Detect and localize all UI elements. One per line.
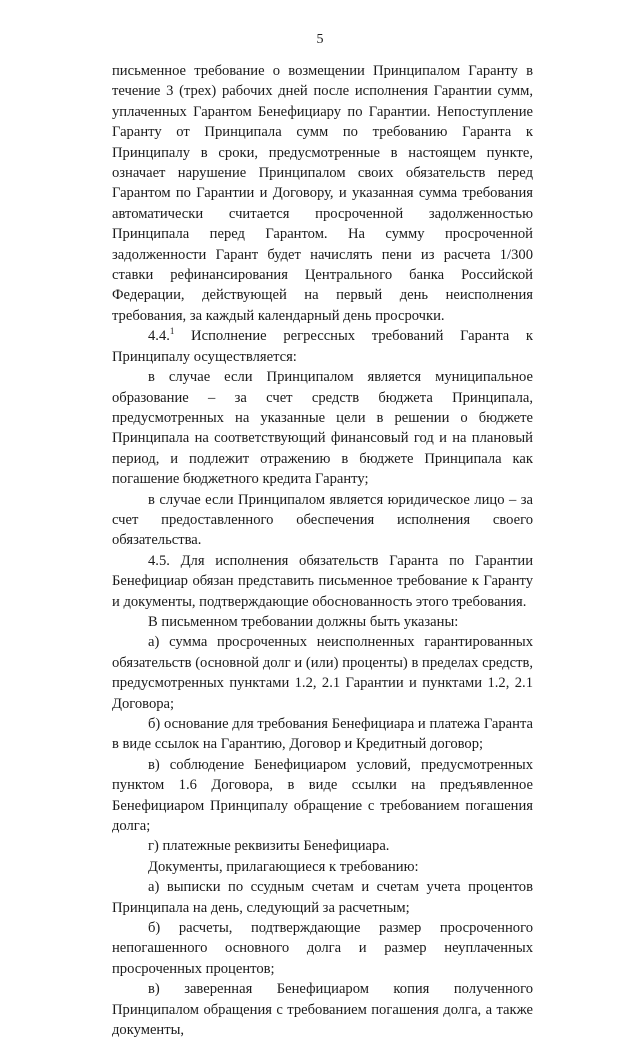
paragraph-doc-b: б) расчеты, подтверждающие размер просроченного непогашенного основного долга и размер неуплаченных просроченных процентов; [112,920,533,977]
clause-text: Исполнение регрессных требований Гаранта к Принципалу осуществляется: [112,328,533,365]
paragraph-documents-intro: Документы, прилагающиеся к требованию: [148,858,419,875]
clause-number: 4.4. [148,328,170,345]
paragraph-doc-v: в) заверенная Бенефициаром копия полученного Принципалом обращения с требованием погашения долга, а также документы, [112,981,533,1039]
paragraph-item-g: г) платежные реквизиты Бенефициара. [148,838,390,855]
page-number: 5 [316,32,324,47]
paragraph-4-5: 4.5. Для исполнения обязательств Гаранта по Гарантии Бенефициар обязан представить письменное требование к Гаранту и документы, подтверждающие обоснованность этого требования. [112,552,533,610]
paragraph-legal-entity: в случае если Принципалом является юридическое лицо – за счет предоставленного обеспечения исполнения своего обязательства. [112,491,533,549]
paragraph-item-b: б) основание для требования Бенефициара и платежа Гаранта в виде ссылок на Гарантию, Договор и Кредитный договор; [112,716,533,753]
document-body [112,61,533,1041]
paragraph-continuation: письменное требование о возмещении Принципалом Гаранту в течение 3 (трех) рабочих дней после исполнения Гарантии сумм, уплаченных Гарантом Бенефициару по Гарантии. Непоступление Гаранту от Принципала сумм по требованию Гаранта к Принципалу в сроки, предусмотренные в настоящем пункте, означает нарушение Принципалом своих обязательств перед Гарантом по Гарантии и Договору, и указанная сумма требования автоматически считается просроченной задолженностью Принципала перед Гарантом. На сумму просроченной задолженности Гарант будет начислять пени из расчета 1/300 ставки рефинансирования Центрального банка Российской Федерации, действующей на первый день неисполнения требования, за каждый календарный день просрочки. [112,63,533,324]
paragraph-doc-a: а) выписки по ссудным счетам и счетам учета процентов Принципала на день, следующий за расчетным; [112,879,533,916]
paragraph-4-4-1 [112,326,533,367]
paragraph-requirements-intro: В письменном требовании должны быть указаны: [148,613,459,630]
paragraph-item-v: в) соблюдение Бенефициаром условий, предусмотренных пунктом 1.6 Договора, в виде ссылки на предъявленное Бенефициаром Принципалу обращение с требованием погашения долга; [112,756,533,835]
paragraph-item-a: а) сумма просроченных неисполненных гарантированных обязательств (основной долг и (или) проценты) в пределах средств, предусмотренных пунктами 1.2, 2.1 Гарантии и пунктами 1.2, 2.1 Договора; [112,634,533,712]
paragraph-municipal: в случае если Принципалом является муниципальное образование – за счет средств бюджета Принципала, предусмотренных на указанные цели в решении о бюджете Принципала на соответствующий финансовый год и на плановый период, и подлежит отражению в бюджете Принципала как погашение бюджетного кредита Гаранту; [112,369,533,488]
clause-superscript: 1 [169,326,175,337]
